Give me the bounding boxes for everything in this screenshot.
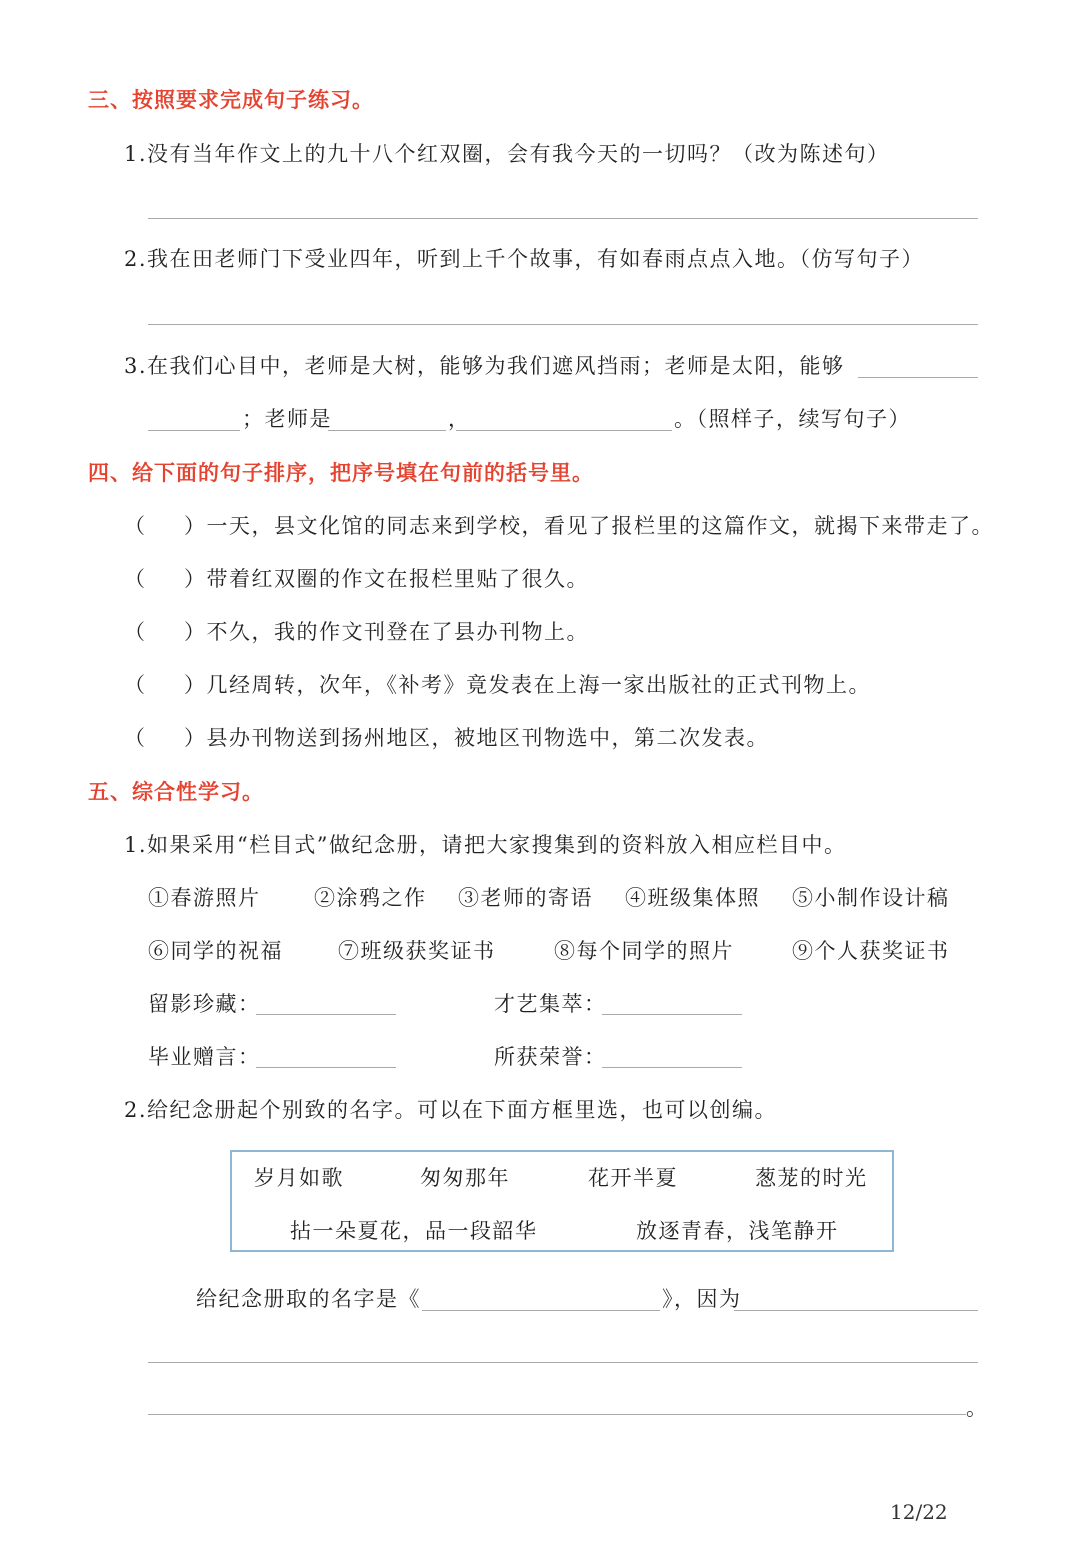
- q3-1-answer-line[interactable]: [148, 218, 978, 219]
- name-option-3: 花开半夏: [588, 1166, 678, 1190]
- q5-2-text: 2.给纪念册起个别致的名字。可以在下面方框里选，也可以创编。: [124, 1098, 778, 1122]
- order-bracket-2[interactable]: （: [124, 567, 147, 591]
- name-option-4: 葱茏的时光: [755, 1166, 868, 1190]
- q3-3-text: 3.在我们心目中，老师是大树，能够为我们遮风挡雨；老师是太阳，能够: [124, 354, 845, 378]
- material-8: ⑧每个同学的照片: [554, 939, 734, 963]
- name-option-2: 匆匆那年: [420, 1166, 510, 1190]
- category-honors: 所获荣誉：: [494, 1045, 607, 1069]
- order-bracket-3[interactable]: （: [124, 620, 147, 644]
- q3-3-text-2: ；老师是: [242, 407, 332, 431]
- material-9: ⑨个人获奖证书: [792, 939, 950, 963]
- category-honors-blank[interactable]: [602, 1067, 742, 1068]
- album-name-blank[interactable]: [422, 1310, 660, 1311]
- q3-2-text: 2.我在田老师门下受业四年，听到上千个故事，有如春雨点点入地。（仿写句子）: [124, 247, 925, 271]
- category-messages: 毕业赠言：: [148, 1045, 261, 1069]
- page-number: 12/22: [890, 1500, 948, 1524]
- order-item-4: ）几经周转，次年，《补考》竟发表在上海一家出版社的正式刊物上。: [184, 673, 871, 697]
- category-talent-blank[interactable]: [602, 1014, 742, 1015]
- order-item-2: ）带着红双圈的作文在报栏里贴了很久。: [184, 567, 589, 591]
- q3-3-blank-3[interactable]: [328, 430, 446, 431]
- order-item-5: ）县办刊物送到扬州地区，被地区刊物选中，第二次发表。: [184, 726, 769, 750]
- reason-blank-1[interactable]: [734, 1310, 978, 1311]
- order-bracket-5[interactable]: （: [124, 726, 147, 750]
- category-photos-blank[interactable]: [256, 1014, 396, 1015]
- name-option-6: 放逐青春，浅笔静开: [636, 1219, 839, 1243]
- category-messages-blank[interactable]: [256, 1067, 396, 1068]
- name-option-1: 岁月如歌: [254, 1166, 344, 1190]
- q3-1-text: 1.没有当年作文上的九十八个红双圈，会有我今天的一切吗？（改为陈述句）: [124, 142, 890, 166]
- answer-prefix: 给纪念册取的名字是《: [196, 1287, 421, 1311]
- q3-3-blank-1[interactable]: [858, 377, 978, 378]
- order-item-3: ）不久，我的作文刊登在了县办刊物上。: [184, 620, 589, 644]
- material-6: ⑥同学的祝福: [148, 939, 283, 963]
- answer-mid: 》，因为: [662, 1287, 742, 1311]
- name-option-5: 拈一朵夏花，品一段韶华: [290, 1219, 538, 1243]
- material-2: ②涂鸦之作: [314, 886, 427, 910]
- section5-heading: 五、综合性学习。: [88, 780, 264, 804]
- order-bracket-1[interactable]: （: [124, 514, 147, 538]
- q3-3-blank-2[interactable]: [148, 430, 240, 431]
- q3-3-comma: ，: [448, 407, 471, 431]
- category-talent: 才艺集萃：: [494, 992, 607, 1016]
- material-5: ⑤小制作设计稿: [792, 886, 950, 910]
- material-7: ⑦班级获奖证书: [338, 939, 496, 963]
- q3-3-blank-4[interactable]: [456, 430, 672, 431]
- material-4: ④班级集体照: [625, 886, 760, 910]
- order-item-1: ）一天，县文化馆的同志来到学校，看见了报栏里的这篇作文，就揭下来带走了。: [184, 514, 994, 538]
- q3-2-answer-line[interactable]: [148, 324, 978, 325]
- reason-blank-2[interactable]: [148, 1362, 978, 1363]
- category-photos: 留影珍藏：: [148, 992, 261, 1016]
- answer-end: 。: [966, 1396, 989, 1420]
- material-1: ①春游照片: [148, 886, 261, 910]
- material-3: ③老师的寄语: [458, 886, 593, 910]
- section3-heading: 三、按照要求完成句子练习。: [88, 88, 374, 112]
- reason-blank-3[interactable]: [148, 1414, 966, 1415]
- q5-1-text: 1.如果采用“栏目式”做纪念册，请把大家搜集到的资料放入相应栏目中。: [124, 833, 847, 857]
- q3-3-text-end: 。（照样子，续写句子）: [674, 407, 911, 431]
- section4-heading: 四、给下面的句子排序，把序号填在句前的括号里。: [88, 461, 594, 485]
- order-bracket-4[interactable]: （: [124, 673, 147, 697]
